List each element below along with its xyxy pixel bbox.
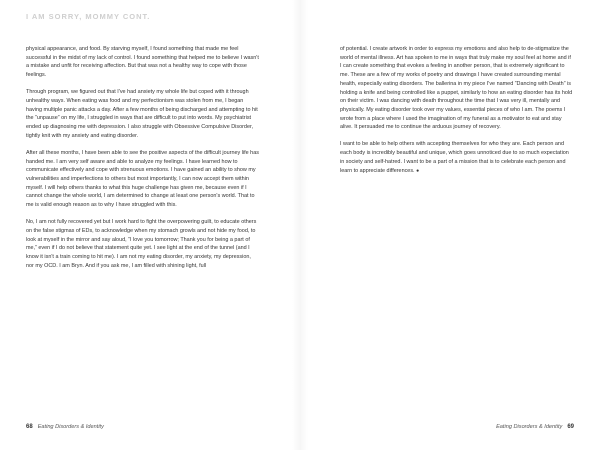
gutter xyxy=(292,0,308,450)
paragraph: After all these months, I have been able to see the positive aspects of the difficult journey life has handed me. I am very self aware and able to analyze my feelings. I have learned how to communicate effectively and cope with strenuous emotions. I have gained an ability to show my vulnerabilities and imperfections to others but most importantly, I can now accept them within myself. I will help others thanks to what this huge challenge has given me, because even if I cannot change the whole world, I am determined to change at least one person's world. That to me is valid enough reason as to why I have struggled with this. xyxy=(26,149,259,209)
paragraph: physical appearance, and food. By starving myself, I found something that made me feel successful in the midst of my lack of control. I found something that helped me to believe I wasn't a mistake and unfit for receiving affection. But that was not a healthy way to cope with those feelings. xyxy=(26,46,259,79)
paragraph: Through program, we figured out that I've had anxiety my whole life but coped with it through unhealthy ways. When eating was food and my perfectionism was stolen from me, I began having multiple panic attacks a day. After a few months of being discharged and attempting to hit the “unpause” on my life, I struggled in ways that are difficult to put into words. My psychiatrist ended up diagnosing me with depression. I also struggle with Obsessive Compulsive Disorder, tightly knit with my anxiety and eating disorder. xyxy=(26,89,258,139)
left-page-footer xyxy=(26,424,104,430)
paragraph: of potential. I create artwork in order to express my emotions and also help to de-stigmatize the world of mental illness. Art has spoken to me in ways that truly make my soul feel at home and if I can create something that evokes a feeling in another person, that is extremely significant to me. These are a few of my works of poetry and drawings I have created surrounding mental health, especially eating disorders. The ballerina in my piece I've named “Dancing with Death” is holding a knife and being controlled like a puppet, similarly to how an eating disorder has its hold on their victim. I was dancing with death throughout the time that I was very ill, mentally and physically. My eating disorder took over my values, essential pieces of who I am. The poems I wrote from a place where I used the imagination of my funeral as a motivator to eat and stay alive. It persuaded me to continue the arduous journey of recovery. xyxy=(340,46,573,131)
page-number: 68 xyxy=(26,424,33,430)
paragraph: No, I am not fully recovered yet but I work hard to fight the overpowering guilt, to educate others on the false stigmas of EDs, to acknowledge when my stomach growls and not hide my food, to look at myself in the mirror and say aloud, “I love you tomorrow; Thank you for being a part of me,” even if I do not believe that statement quite yet. I see light at the end of the tunnel (and I know it isn't a train coming to hit me). I am not my eating disorder, my anxiety, my depression, nor my OCD. I am Bryn. And if you ask me, I am filled with shining light, full xyxy=(26,219,257,269)
paragraph-last xyxy=(340,140,573,175)
end-mark-icon: ● xyxy=(416,167,420,174)
right-page-footer xyxy=(496,424,574,430)
page-number: 69 xyxy=(567,424,574,430)
paragraph-text: I want to be able to help others with accepting themselves for who they are. Each person and each body is incredibly beautiful and unique, which goes unnoticed due to so much expectation in society and self-hatred. I want to be a part of a mission that is to celebrate each person and learn to appreciate differences. xyxy=(340,141,569,174)
running-title: I AM SORRY, MOMMY CONT. xyxy=(26,12,151,21)
left-page-body xyxy=(26,45,259,279)
section-title: Eating Disorders & Identity xyxy=(496,424,563,430)
section-title: Eating Disorders & Identity xyxy=(37,424,104,430)
right-page-body xyxy=(340,45,573,184)
